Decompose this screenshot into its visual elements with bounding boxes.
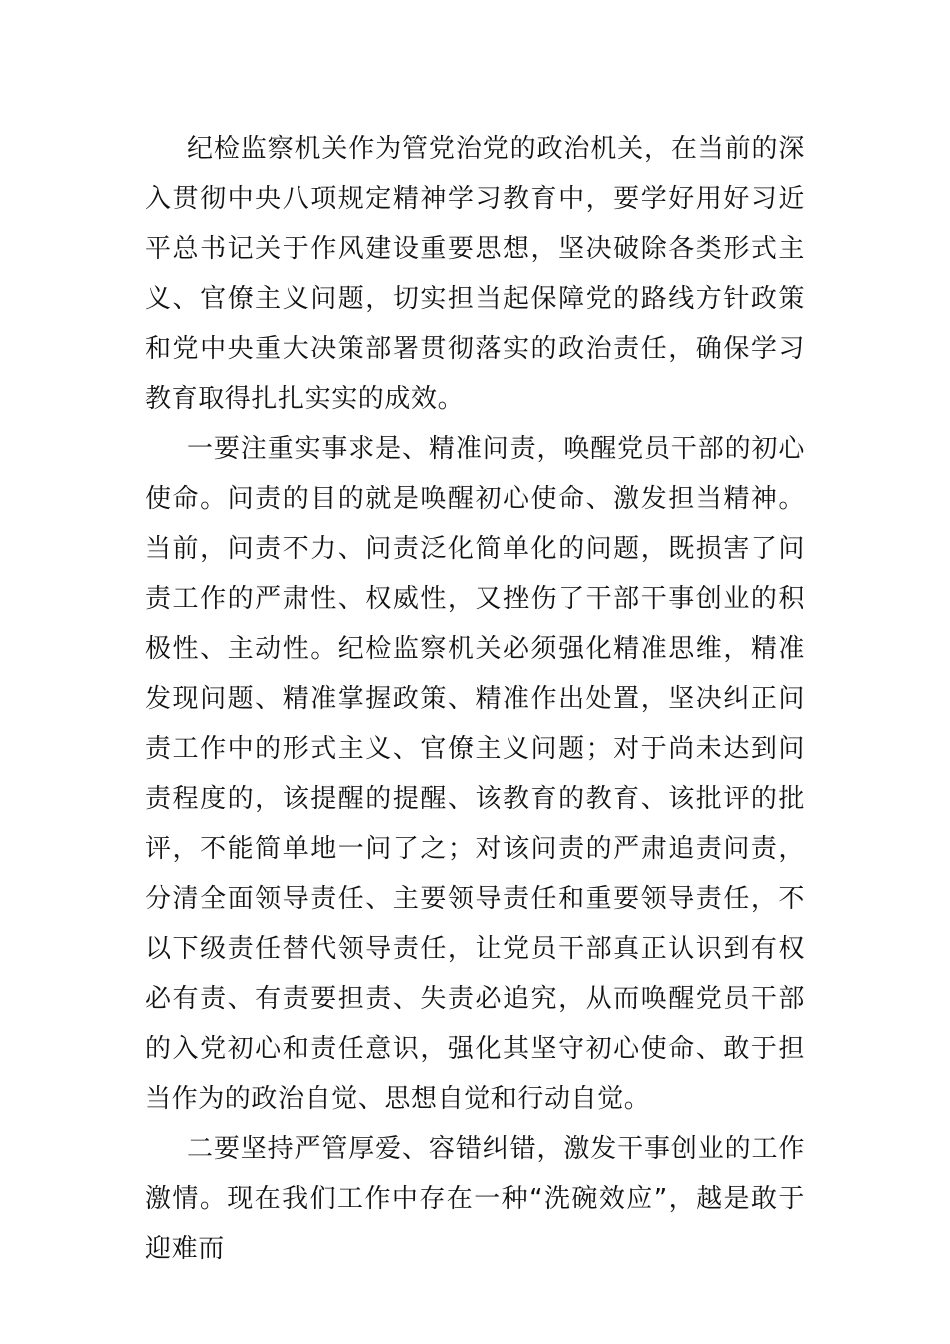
paragraph-intro: 纪检监察机关作为管党治党的政治机关，在当前的深入贯彻中央八项规定精神学习教育中，要学好用好习近平总书记关于作风建设重要思想，坚决破除各类形式主义、官僚主义问题，切实担当起保障党的路线方针政策和党中央重大决策部署贯彻落实的政治责任，确保学习教育取得扎扎实实的成效。 bbox=[145, 134, 805, 414]
paragraph-point-one: 一要注重实事求是、精准问责，唤醒党员干部的初心使命。问责的目的就是唤醒初心使命、激发担当精神。当前，问责不力、问责泛化简单化的问题，既损害了问责工作的严肃性、权威性，又挫伤了干部干事创业的积极性、主动性。纪检监察机关必须强化精准思维，精准发现问题、精准掌握政策、精准作出处置，坚决纠正问责工作中的形式主义、官僚主义问题；对于尚未达到问责程度的，该提醒的提醒、该教育的教育、该批评的批评，不能简单地一问了之；对该问责的严肃追责问责，分清全面领导责任、主要领导责任和重要领导责任，不以下级责任替代领导责任，让党员干部真正认识到有权必有责、有责要担责、失责必追究，从而唤醒党员干部的入党初心和责任意识，强化其坚守初心使命、敢于担当作为的政治自觉、思想自觉和行动自觉。 bbox=[145, 434, 805, 1114]
document-body bbox=[145, 124, 805, 1274]
paragraph-point-two: 二要坚持严管厚爱、容错纠错，激发干事创业的工作激情。现在我们工作中存在一种“洗碗效应”，越是敢于迎难而 bbox=[145, 1134, 805, 1264]
